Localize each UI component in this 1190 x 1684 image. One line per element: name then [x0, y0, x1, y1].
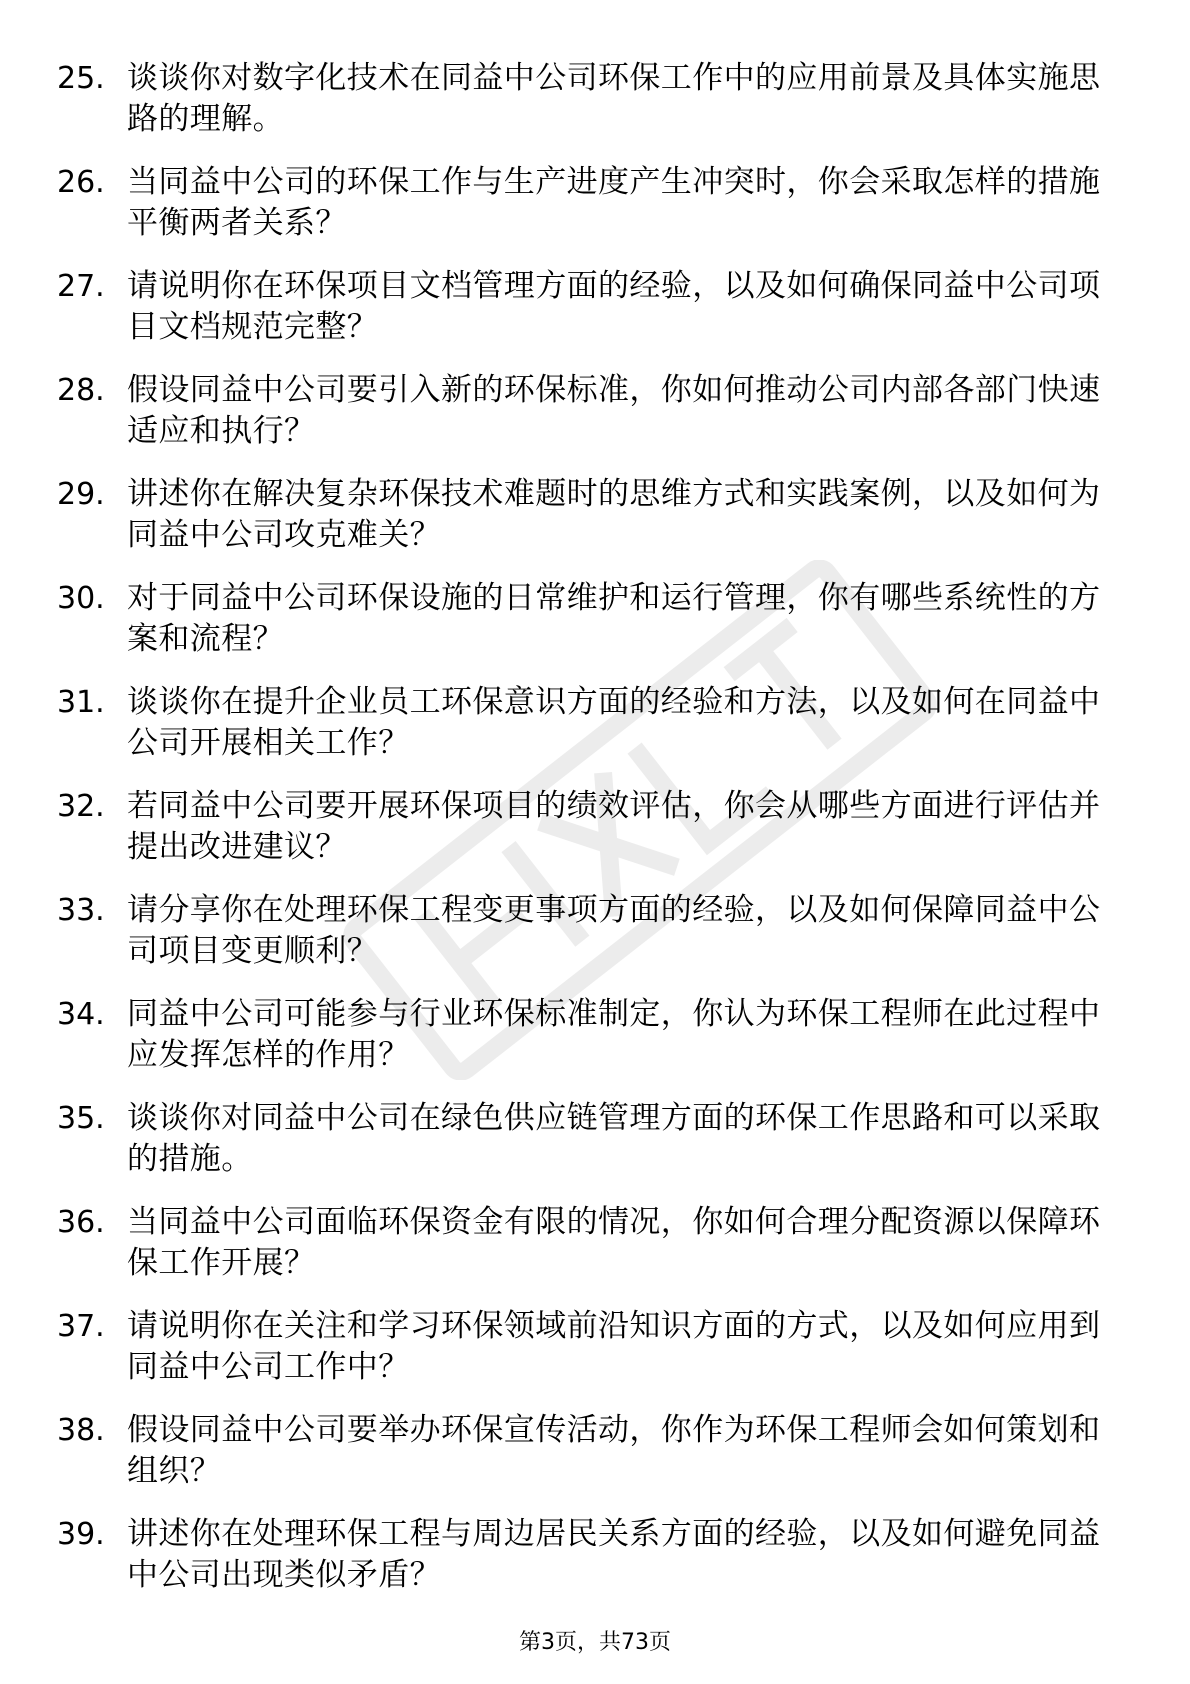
question-item: [57, 994, 1117, 1098]
question-text: 讲述你在处理环保工程与周边居民关系方面的经验，以及如何避免同益中公司出现类似矛盾？: [127, 1516, 1101, 1593]
question-text: 假设同益中公司要举办环保宣传活动，你作为环保工程师会如何策划和组织？: [127, 1412, 1101, 1489]
question-item: [57, 162, 1117, 266]
question-text: 请说明你在环保项目文档管理方面的经验，以及如何确保同益中公司项目文档规范完整？: [127, 268, 1101, 345]
question-item: [57, 890, 1117, 994]
question-number: 29.: [57, 477, 105, 512]
question-item: [57, 1514, 1117, 1618]
question-number: 28.: [57, 373, 105, 408]
question-number: 33.: [57, 893, 105, 928]
question-item: [57, 578, 1117, 682]
question-number: 26.: [57, 165, 105, 200]
question-number: 38.: [57, 1413, 105, 1448]
question-text: 同益中公司可能参与行业环保标准制定，你认为环保工程师在此过程中应发挥怎样的作用？: [127, 996, 1101, 1073]
question-item: [57, 58, 1117, 162]
question-item: [57, 474, 1117, 578]
question-item: [57, 1306, 1117, 1410]
question-item: [57, 1098, 1117, 1202]
question-number: 31.: [57, 685, 105, 720]
question-item: [57, 1410, 1117, 1514]
question-text: 请说明你在关注和学习环保领域前沿知识方面的方式，以及如何应用到同益中公司工作中？: [127, 1308, 1101, 1385]
question-text: 若同益中公司要开展环保项目的绩效评估，你会从哪些方面进行评估并提出改进建议？: [127, 788, 1101, 865]
question-item: [57, 1202, 1117, 1306]
question-number: 34.: [57, 997, 105, 1032]
question-number: 27.: [57, 269, 105, 304]
question-item: [57, 266, 1117, 370]
question-number: 25.: [57, 61, 105, 96]
question-text: 当同益中公司的环保工作与生产进度产生冲突时，你会采取怎样的措施平衡两者关系？: [127, 164, 1101, 241]
question-number: 35.: [57, 1101, 105, 1136]
page-footer: 第3页，共73页: [519, 1630, 671, 1655]
question-text: 谈谈你对数字化技术在同益中公司环保工作中的应用前景及具体实施思路的理解。: [127, 60, 1101, 137]
question-text: 请分享你在处理环保工程变更事项方面的经验，以及如何保障同益中公司项目变更顺利？: [127, 892, 1101, 969]
question-number: 37.: [57, 1309, 105, 1344]
question-item: [57, 370, 1117, 474]
question-number: 30.: [57, 581, 105, 616]
question-text: 谈谈你在提升企业员工环保意识方面的经验和方法，以及如何在同益中公司开展相关工作？: [127, 684, 1101, 761]
question-text: 谈谈你对同益中公司在绿色供应链管理方面的环保工作思路和可以采取的措施。: [127, 1100, 1101, 1177]
question-item: [57, 682, 1117, 786]
question-list: [57, 58, 1117, 1618]
question-text: 对于同益中公司环保设施的日常维护和运行管理，你有哪些系统性的方案和流程？: [127, 580, 1101, 657]
question-text: 讲述你在解决复杂环保技术难题时的思维方式和实践案例，以及如何为同益中公司攻克难关？: [127, 476, 1101, 553]
question-number: 32.: [57, 789, 105, 824]
question-number: 36.: [57, 1205, 105, 1240]
question-item: [57, 786, 1117, 890]
question-text: 假设同益中公司要引入新的环保标准，你如何推动公司内部各部门快速适应和执行？: [127, 372, 1101, 449]
question-number: 39.: [57, 1517, 105, 1552]
question-text: 当同益中公司面临环保资金有限的情况，你如何合理分配资源以保障环保工作开展？: [127, 1204, 1101, 1281]
